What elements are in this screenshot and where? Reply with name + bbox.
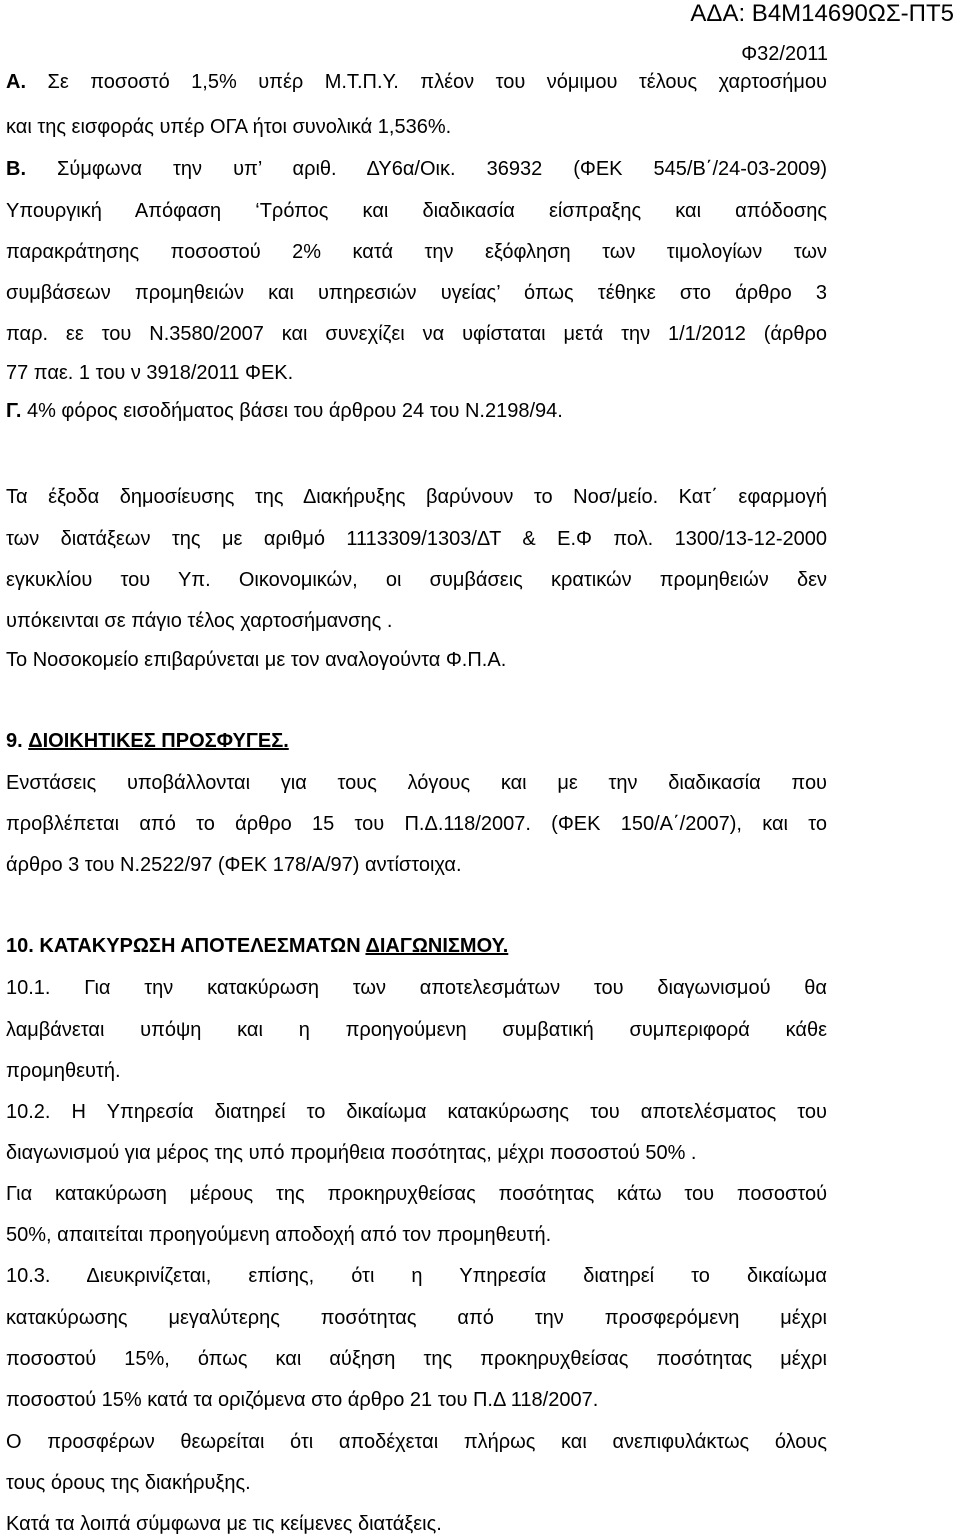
item-b-label: Β.	[6, 158, 26, 180]
item-b-text: Σύμφωνα την υπ’ αριθ. ΔΥ6α/Οικ. 36932 (ΦΕΚ 545/Β΄/24-03-2009)	[57, 158, 827, 180]
section-9-line-1: Ενστάσεις υποβάλλονται για τους λόγους και με την διαδικασία που	[6, 772, 827, 794]
item-a-line-2: και της εισφοράς υπέρ ΟΓΑ ήτοι συνολικά 1,536%.	[6, 116, 452, 138]
section-9-title: ΔΙΟΙΚΗΤΙΚΕΣ ΠΡΟΣΦΥΓΕΣ.	[28, 730, 289, 752]
section-10-1-line-3: προμηθευτή.	[6, 1060, 121, 1082]
section-10-2-line-4: 50%, απαιτείται προηγούμενη αποδοχή από τον προμηθευτή.	[6, 1224, 552, 1246]
section-10-3-line-3: ποσοστού 15%, όπως και αύξηση της προκηρυχθείσας ποσότητας μέχρι	[6, 1348, 827, 1370]
section-10-3-line-7: Κατά τα λοιπά σύμφωνα με τις κείμενες διατάξεις.	[6, 1513, 442, 1535]
section-9-number: 9.	[6, 730, 23, 752]
item-c-label: Γ.	[6, 400, 22, 422]
item-a-text: Σε ποσοστό 1,5% υπέρ Μ.Τ.Π.Υ. πλέον του νόμιμου τέλους χαρτοσήμου	[47, 71, 827, 93]
item-b-line-3: παρακράτησης ποσοστού 2% κατά την εξόφληση των τιμολογίων των	[6, 241, 827, 263]
section-10-2-line-1: 10.2. Η Υπηρεσία διατηρεί το δικαίωμα κατακύρωσης του αποτελέσματος του	[6, 1101, 827, 1123]
section-10-3-line-5: Ο προσφέρων θεωρείται ότι αποδέχεται πλήρως και ανεπιφυλάκτως όλους	[6, 1431, 827, 1453]
publication-costs-line-4: υπόκεινται σε πάγιο τέλος χαρτοσήμανσης .	[6, 610, 393, 632]
item-c-line-1	[6, 399, 827, 423]
section-10-3-line-2: κατακύρωσης μεγαλύτερης ποσότητας από την προσφερόμενη μέχρι	[6, 1307, 827, 1329]
ada-identifier: ΑΔΑ: Β4Μ14690ΩΣ-ΠΤ5	[690, 0, 954, 27]
publication-costs-line-2: των διατάξεων της με αριθμό 1113309/1303/ΔΤ & Ε.Φ πολ. 1300/13-12-2000	[6, 528, 827, 550]
section-10-3-line-1: 10.3. Διευκρινίζεται, επίσης, ότι η Υπηρεσία διατηρεί το δικαίωμα	[6, 1265, 827, 1287]
section-9-line-3: άρθρο 3 του Ν.2522/97 (ΦΕΚ 178/Α/97) αντίστοιχα.	[6, 854, 462, 876]
section-9-heading	[6, 729, 827, 753]
item-b-line-4: συμβάσεων προμηθειών και υπηρεσιών υγείας’ όπως τέθηκε στο άρθρο 3	[6, 282, 827, 304]
section-10-2-line-2: διαγωνισμού για μέρος της υπό προμήθεια ποσότητας, μέχρι ποσοστού 50% .	[6, 1142, 697, 1164]
item-b-line-6: 77 παε. 1 του ν 3918/2011 ΦΕΚ.	[6, 362, 294, 384]
section-10-3-line-4: ποσοστού 15% κατά τα οριζόμενα στο άρθρο 21 του Π.Δ 118/2007.	[6, 1389, 599, 1411]
item-a-line-1	[6, 70, 827, 94]
publication-costs-line-3: εγκυκλίου του Υπ. Οικονομικών, οι συμβάσεις κρατικών προμηθειών δεν	[6, 569, 827, 591]
publication-costs-line-1: Τα έξοδα δημοσίευσης της Διακήρυξης βαρύνουν το Νοσ/μείο. Κατ΄ εφαρμογή	[6, 486, 827, 508]
section-9-line-2: προβλέπεται από το άρθρο 15 του Π.Δ.118/2007. (ΦΕΚ 150/Α΄/2007), και το	[6, 813, 827, 835]
item-b-line-1	[6, 157, 827, 181]
document-number: Φ32/2011	[741, 43, 828, 65]
publication-costs-line-5: Το Νοσοκομείο επιβαρύνεται με τον αναλογούντα Φ.Π.Α.	[6, 649, 507, 671]
section-10-number: 10.	[6, 935, 34, 957]
item-b-line-2: Υπουργική Απόφαση ‘Τρόπος και διαδικασία είσπραξης και απόδοσης	[6, 200, 827, 222]
section-10-1-line-1: 10.1. Για την κατακύρωση των αποτελεσμάτων του διαγωνισμού θα	[6, 977, 827, 999]
section-10-2-line-3: Για κατακύρωση μέρους της προκηρυχθείσας ποσότητας κάτω του ποσοστού	[6, 1183, 827, 1205]
section-10-3-line-6: τους όρους της διακήρυξης.	[6, 1472, 251, 1494]
section-10-title-part-1: ΚΑΤΑΚΥΡΩΣΗ ΑΠΟΤΕΛΕΣΜΑΤΩΝ	[39, 935, 366, 957]
item-a-label: Α.	[6, 71, 26, 93]
section-10-title-part-2: ΔΙΑΓΩΝΙΣΜΟΥ.	[365, 935, 509, 957]
section-10-heading	[6, 934, 827, 958]
item-c-text: 4% φόρος εισοδήματος βάσει του άρθρου 24 του Ν.2198/94.	[26, 400, 563, 422]
section-10-1-line-2: λαμβάνεται υπόψη και η προηγούμενη συμβατική συμπεριφορά κάθε	[6, 1019, 827, 1041]
item-b-line-5: παρ. εε του Ν.3580/2007 και συνεχίζει να υφίσταται μετά την 1/1/2012 (άρθρο	[6, 323, 827, 345]
